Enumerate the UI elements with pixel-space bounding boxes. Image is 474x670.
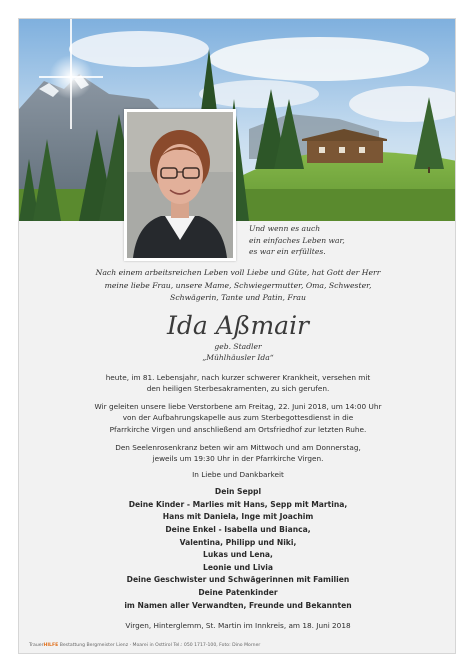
- family-line: Deine Kinder - Marlies mit Hans, Sepp mit Martina,: [128, 499, 348, 509]
- funeral-line: von der Aufbahrungskapelle aus zum Sterbegottesdienst in die: [122, 413, 354, 423]
- family-line: Dein Seppl: [214, 487, 262, 497]
- family-line: im Namen aller Verwandten, Freunde und Bekannten: [124, 600, 352, 610]
- landscape-photo: [19, 19, 456, 221]
- footer-text: Bestattung Bergmeister Lienz · Moarei in Osttirol Tel.: 050 1717-100, Foto: Dino Morner: [59, 643, 261, 648]
- funeral-line: Wir geleiten unsere liebe Verstorbene am Freitag, 22. Juni 2018, um 14:00 Uhr: [94, 402, 382, 412]
- intro-line: meine liebe Frau, unsere Mame, Schwiegermutter, Oma, Schwester,: [104, 280, 372, 290]
- intro-text: [28, 267, 448, 305]
- deceased-name: Ida Aßmair: [166, 310, 310, 340]
- family-line: Deine Patenkinder: [198, 587, 278, 597]
- quote-line: Und wenn es auch: [249, 224, 321, 233]
- brand-suffix: HILFE: [43, 643, 59, 648]
- obituary-text: [19, 267, 456, 631]
- obituary-card: [18, 18, 456, 654]
- quote-line: es war ein erfülltes.: [249, 247, 326, 256]
- portrait-photo: [124, 109, 236, 261]
- family-line: Leonie und Livia: [202, 562, 274, 572]
- sorrow-line: In Liebe und Dankbarkeit: [192, 470, 284, 480]
- death-line: heute, im 81. Lebensjahr, nach kurzer schwerer Krankheit, versehen mit: [105, 372, 371, 382]
- rosary-line: jeweils um 19:30 Uhr in der Pfarrkirche Virgen.: [152, 454, 324, 463]
- funeral-paragraph: [28, 401, 448, 435]
- quote: [249, 223, 345, 258]
- birth-name: geb. Stadler: [214, 341, 262, 351]
- place-date: Virgen, Hinterglemm, St. Martin im Innkreis, am 18. Juni 2018: [125, 621, 351, 631]
- death-line: den heiligen Sterbesakramenten, zu sich gerufen.: [146, 383, 330, 393]
- footer-credits: [29, 643, 260, 648]
- family-line: Deine Geschwister und Schwägerinnen mit Familien: [126, 575, 350, 585]
- funeral-line: Pfarrkirche Virgen und anschließend am Ortsfriedhof zur letzten Ruhe.: [109, 424, 367, 434]
- family-line: Valentina, Philipp und Niki,: [179, 537, 297, 547]
- rosary-paragraph: [28, 442, 448, 464]
- family-line: Hans mit Daniela, Inge mit Joachim: [162, 512, 314, 522]
- nickname: „Mühlhäusler Ida“: [202, 352, 274, 362]
- quote-line: ein einfaches Leben war,: [249, 235, 345, 245]
- family-line: Deine Enkel - Isabella und Bianca,: [165, 524, 311, 534]
- family-line: Lukas und Lena,: [203, 550, 273, 560]
- family-list: [19, 486, 456, 612]
- brand-prefix: Trauer: [29, 643, 44, 648]
- rosary-line: Den Seelenrosenkranz beten wir am Mittwoch und am Donnerstag,: [115, 442, 361, 452]
- intro-line: Nach einem arbeitsreichen Leben voll Liebe und Güte, hat Gott der Herr: [95, 268, 381, 277]
- death-paragraph: [28, 372, 448, 394]
- intro-line: Schwägerin, Tante und Patin, Frau: [170, 293, 306, 303]
